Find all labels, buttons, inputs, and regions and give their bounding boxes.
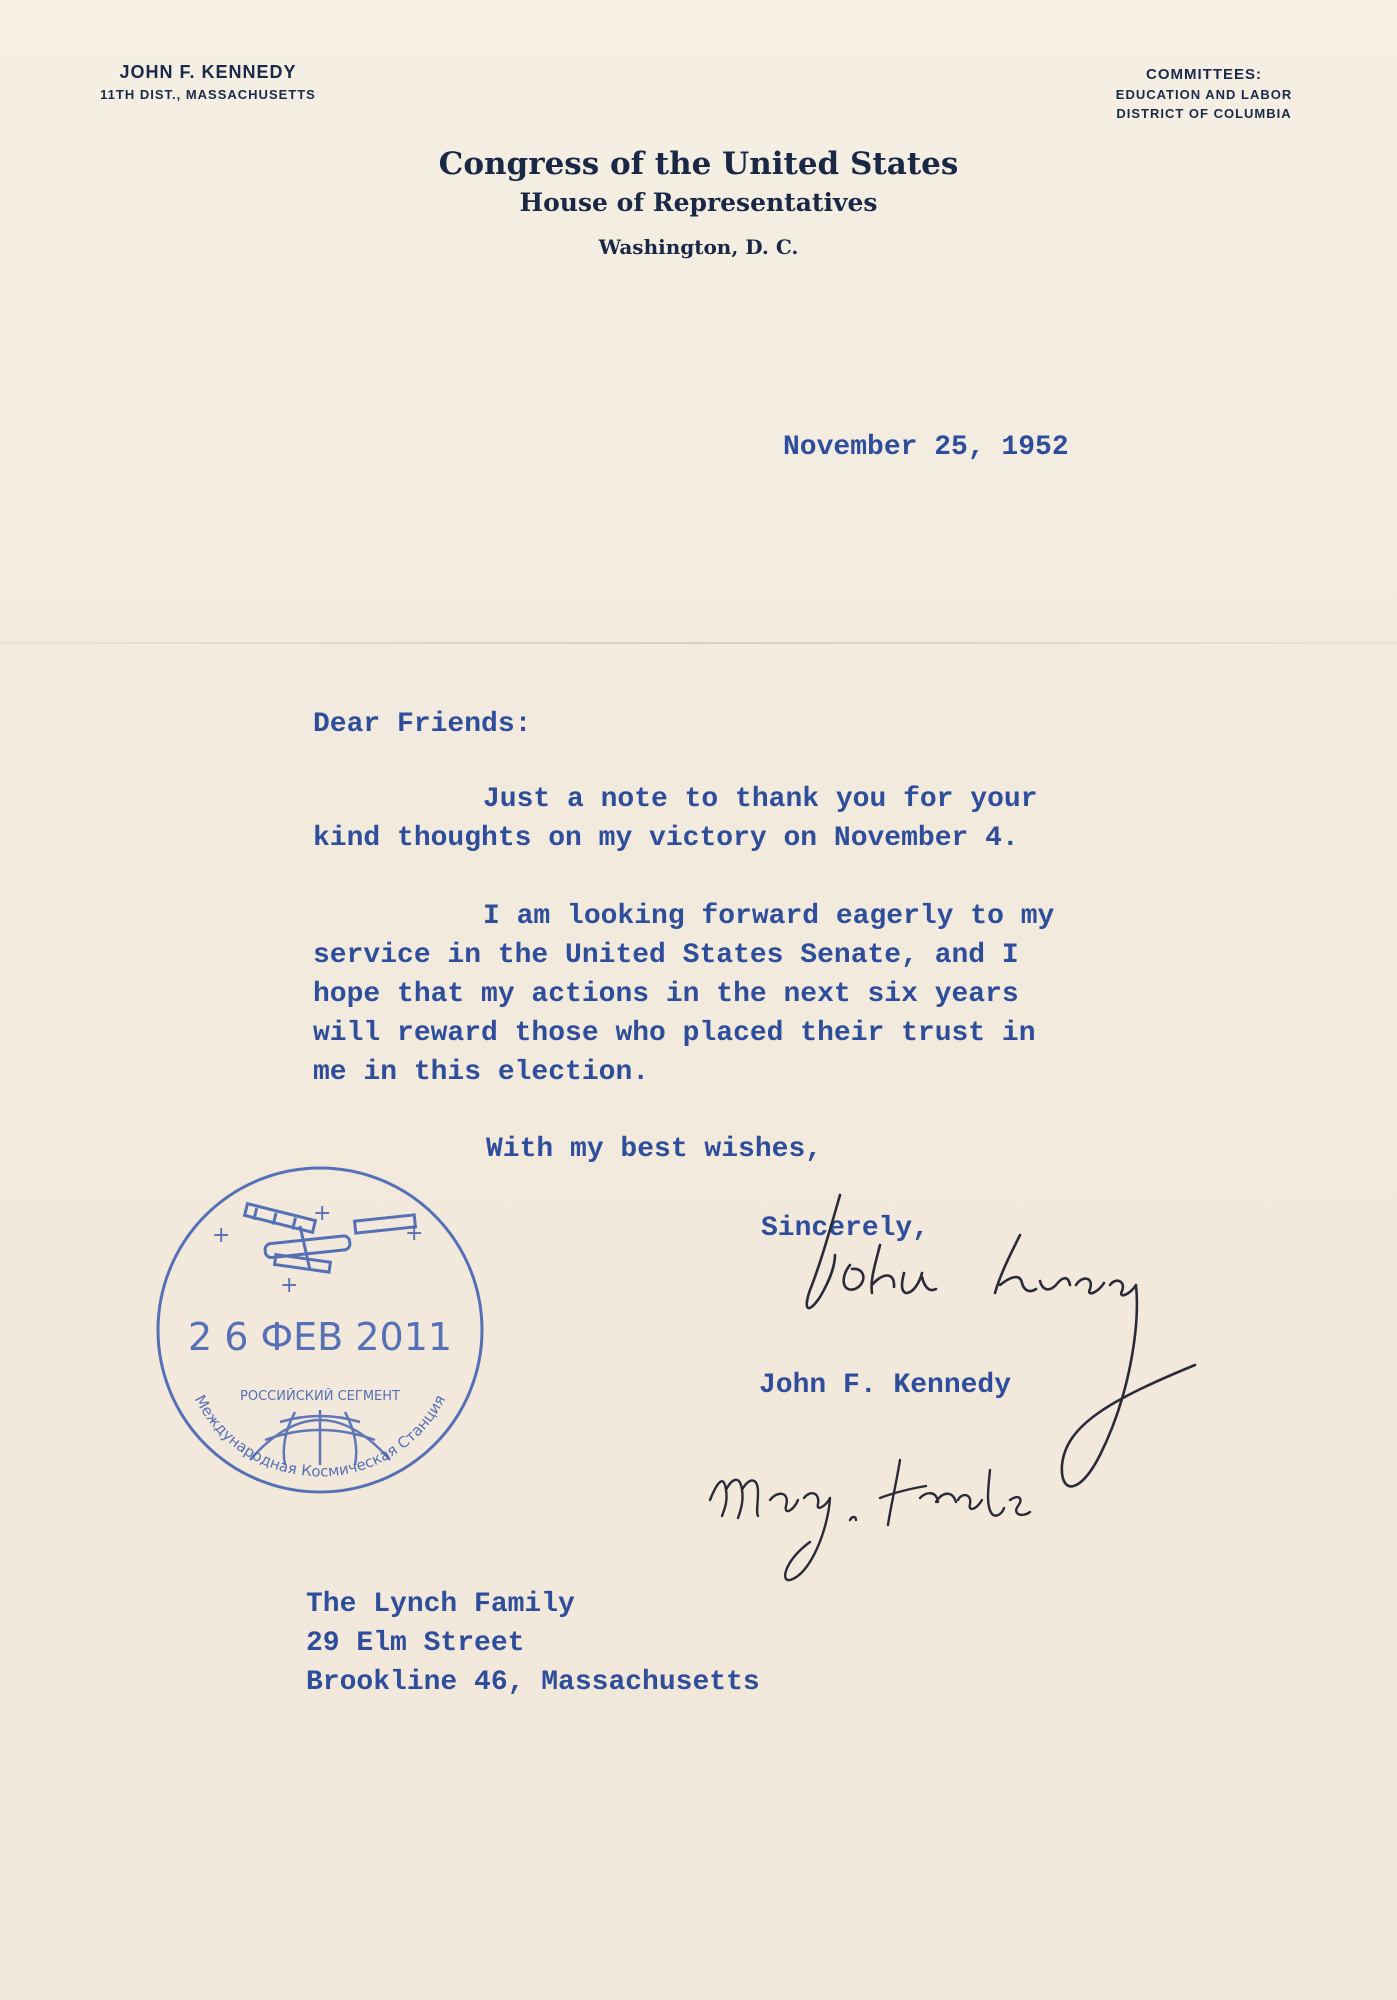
house-title: House of Representatives (519, 188, 878, 217)
letterhead-committees (1089, 66, 1319, 121)
paragraph-line: me in this election. (313, 1057, 650, 1088)
stamp-segment: РОССИЙСКИЙ СЕГМЕНТ (240, 1389, 400, 1404)
committee-line: DISTRICT OF COLUMBIA (1116, 106, 1292, 121)
typed-name: John F. Kennedy (759, 1370, 1012, 1401)
address-line: 29 Elm Street (306, 1628, 525, 1659)
salutation: Dear Friends: (313, 709, 532, 740)
svg-text:+: + (280, 1273, 299, 1298)
letter-date: November 25, 1952 (783, 432, 1069, 463)
stamp-date: 2 6 ФЕВ 2011 (187, 1315, 453, 1359)
washington-line: Washington, D. C. (598, 235, 799, 259)
paragraph-line: hope that my actions in the next six years (313, 979, 1019, 1010)
paragraph-1 (313, 780, 1038, 858)
postmark-stamp (150, 1160, 490, 1500)
committees-header: COMMITTEES: (1146, 66, 1262, 83)
letterhead-district: 11TH DIST., MASSACHUSETTS (100, 87, 316, 102)
svg-text:+: + (313, 1201, 332, 1226)
paragraph-2 (313, 897, 1054, 1092)
congress-title: Congress of the United States (438, 146, 959, 182)
sign-off: Sincerely, (761, 1213, 930, 1244)
paragraph-line: I am looking forward eagerly to my (483, 901, 1055, 932)
paragraph-line: service in the United States Senate, and I (313, 940, 1019, 971)
address-line: The Lynch Family (306, 1589, 575, 1620)
stamp-ring-text: Международная Космическая Станция (190, 1391, 450, 1481)
letterhead-left (68, 62, 348, 102)
secretary-initials (700, 1430, 1050, 1590)
committee-line: EDUCATION AND LABOR (1115, 87, 1293, 102)
paragraph-line: will reward those who placed their trust in (313, 1018, 1036, 1049)
svg-text:+: + (405, 1221, 424, 1246)
svg-text:+: + (212, 1223, 231, 1248)
paragraph-line: kind thoughts on my victory on November 4. (313, 823, 1019, 854)
paragraph-line: Just a note to thank you for your (483, 784, 1038, 815)
letterhead-center (350, 146, 1047, 259)
closing-line: With my best wishes, (486, 1134, 823, 1165)
letterhead-name: JOHN F. KENNEDY (119, 62, 297, 82)
address-line: Brookline 46, Massachusetts (306, 1667, 760, 1698)
fold-line (0, 642, 1397, 644)
